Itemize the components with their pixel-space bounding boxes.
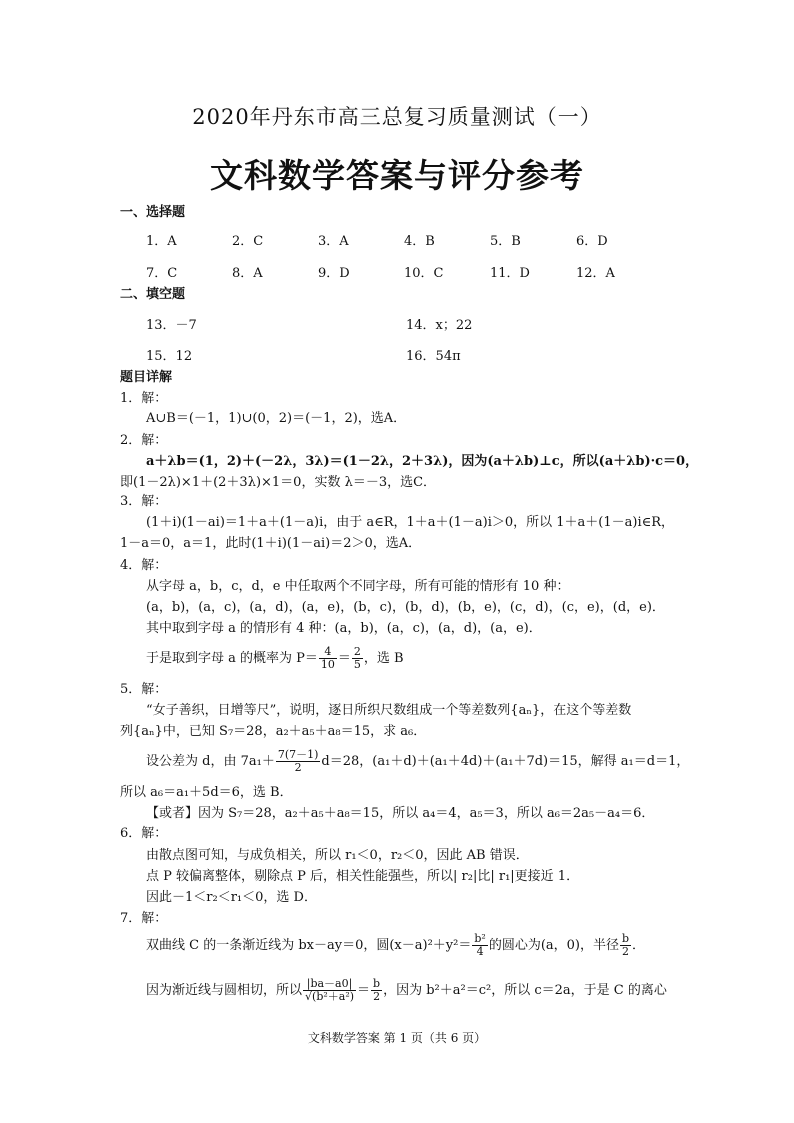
- q5-line-5: 【或者】因为 S₇＝28，a₂＋a₅＋a₈＝15，所以 a₄＝4，a₅＝3，所以 a₆＝2a₅－a₄＝6．: [146, 806, 655, 821]
- q3-label: 3．解：: [120, 494, 168, 509]
- fraction: $\frac{7(7-1)}{2}$: [277, 748, 319, 774]
- q6-line-3: 因此－1＜r₂＜r₁＜0，选 D．: [146, 890, 317, 905]
- answer-item: 2．C: [232, 234, 264, 249]
- q5-label: 5．解：: [120, 682, 168, 697]
- q7-label: 7．解：: [120, 911, 168, 926]
- q4-line-4-text: 于是取到字母 a 的概率为 P＝: [146, 651, 318, 666]
- fraction: $\frac{2}{5}$: [353, 645, 361, 671]
- q5-line-2: 列{aₙ}中，已知 S₇＝28，a₂＋a₅＋a₈＝15，求 a₆．: [120, 724, 427, 739]
- q7-line-2: 因为渐近线与圆相切，所以 $\frac{|ba-a0|}{\text{√(b²＋a²)}}$ ＝ $\frac{b}{2}$ ，因为 b²＋a²＝c²，所以 c＝2a，于是 C 的离心: [146, 977, 667, 1003]
- q5-line-1: “女子善织，日增等尺”，说明，逐日所织尺数组成一个等差数列{aₙ}，在这个等差数: [146, 703, 632, 718]
- fill-answers-row-2: [146, 345, 666, 364]
- answer-item: 8．A: [232, 266, 263, 281]
- answer-item: 4．B: [404, 234, 435, 249]
- q2-line-2: 即(1－2λ)×1＋(2＋3λ)×1＝0，实数 λ＝－3，选C．: [120, 475, 437, 490]
- q4-line-2: (a，b)，(a，c)，(a，d)，(a，e)，(b，c)，(b，d)，(b，e)，(c，d)，(c，e)，(d，e)．: [146, 600, 665, 615]
- answer-item: 10．C: [404, 266, 444, 281]
- answer-item: 13．－7: [146, 318, 197, 333]
- details-heading: 题目详解: [120, 370, 173, 385]
- q4-label: 4．解：: [120, 558, 168, 573]
- answer-item: 16．54π: [406, 349, 461, 364]
- fraction: $\frac{b}{2}$: [621, 932, 630, 958]
- answer-item: 14．x；22: [406, 318, 473, 333]
- q7-line-1: 双曲线 C 的一条渐近线为 bx－ay＝0，圆(x－a)²＋y²＝ $\frac{\text{b²}}{4}$ 的圆心为(a，0)，半径 $\frac{b}{2}$ ．: [146, 932, 646, 958]
- q4-line-3: 其中取到字母 a 的情形有 4 种：(a，b)，(a，c)，(a，d)，(a，e)．: [146, 621, 542, 636]
- q4-line-4: 于是取到字母 a 的概率为 P＝ $\frac{4}{10}$ ＝ $\frac{2}{5}$ ，选 B: [146, 645, 404, 671]
- answer-item: 1．A: [146, 234, 177, 249]
- q6-label: 6．解：: [120, 826, 168, 841]
- q6-line-1: 由散点图可知，与成负相关，所以 r₁＜0，r₂＜0，因此 AB 错误．: [146, 848, 529, 863]
- q6-line-2: 点 P 较偏离整体，剔除点 P 后，相关性能强些，所以| r₂|比| r₁|更接近 1．: [146, 869, 580, 884]
- fill-answers-row-1: [146, 314, 666, 333]
- q4-line-1: 从字母 a，b，c，d，e 中任取两个不同字母，所有可能的情形有 10 种：: [146, 579, 570, 594]
- answer-item: 12．A: [576, 266, 615, 281]
- q5-line-4: 所以 a₆＝a₁＋5d＝6，选 B．: [120, 785, 293, 800]
- page-footer: 文科数学答案 第 1 页（共 6 页）: [307, 1031, 487, 1045]
- q1-line-1: A∪B＝(－1，1)∪(0，2)＝(－1，2)，选A．: [146, 411, 407, 426]
- q2-label: 2．解：: [120, 433, 168, 448]
- exam-title: 2020年丹东市高三总复习质量测试（一）: [192, 105, 602, 129]
- section-multiple-choice-heading: 一、选择题: [120, 205, 186, 220]
- answer-item: 7．C: [146, 266, 178, 281]
- answer-item: 9．D: [318, 266, 350, 281]
- document-subtitle: 文科数学答案与评分参考: [210, 156, 584, 195]
- fraction: $\frac{|ba-a0|}{\text{√(b²＋a²)}}$: [305, 977, 355, 1003]
- fraction: $\frac{4}{10}$: [320, 645, 335, 671]
- q5-line-3: 设公差为 d，由 7a₁＋ $\frac{7(7-1)}{2}$ d＝28，(a₁＋d)＋(a₁＋4d)＋(a₁＋7d)＝15，解得 a₁＝d＝1，: [146, 748, 690, 774]
- choice-answers-row-2: [146, 262, 666, 281]
- answer-item: 15．12: [146, 349, 193, 364]
- q2-line-1: a＋λb＝(1，2)＋(－2λ，3λ)＝(1－2λ，2＋3λ)，因为(a＋λb)⊥c，所以(a＋λb)·c＝0，: [146, 454, 699, 469]
- choice-answers-row-1: [146, 230, 666, 249]
- fraction: $\frac{\text{b²}}{4}$: [474, 932, 486, 958]
- q1-label: 1．解：: [120, 391, 168, 406]
- answer-item: 6．D: [576, 234, 608, 249]
- q3-line-2: 1－a＝0，a＝1，此时(1＋i)(1－ai)＝2＞0，选A．: [120, 536, 422, 551]
- answer-item: 5．B: [490, 234, 521, 249]
- answer-item: 3．A: [318, 234, 349, 249]
- q3-line-1: (1＋i)(1－ai)＝1＋a＋(1－a)i，由于 a∈R，1＋a＋(1－a)i＞0，所以 1＋a＋(1－a)i∈R，: [146, 515, 675, 530]
- answer-item: 11．D: [490, 266, 530, 281]
- section-fill-blank-heading: 二、填空题: [120, 287, 186, 302]
- fraction: $\frac{b}{2}$: [373, 977, 381, 1003]
